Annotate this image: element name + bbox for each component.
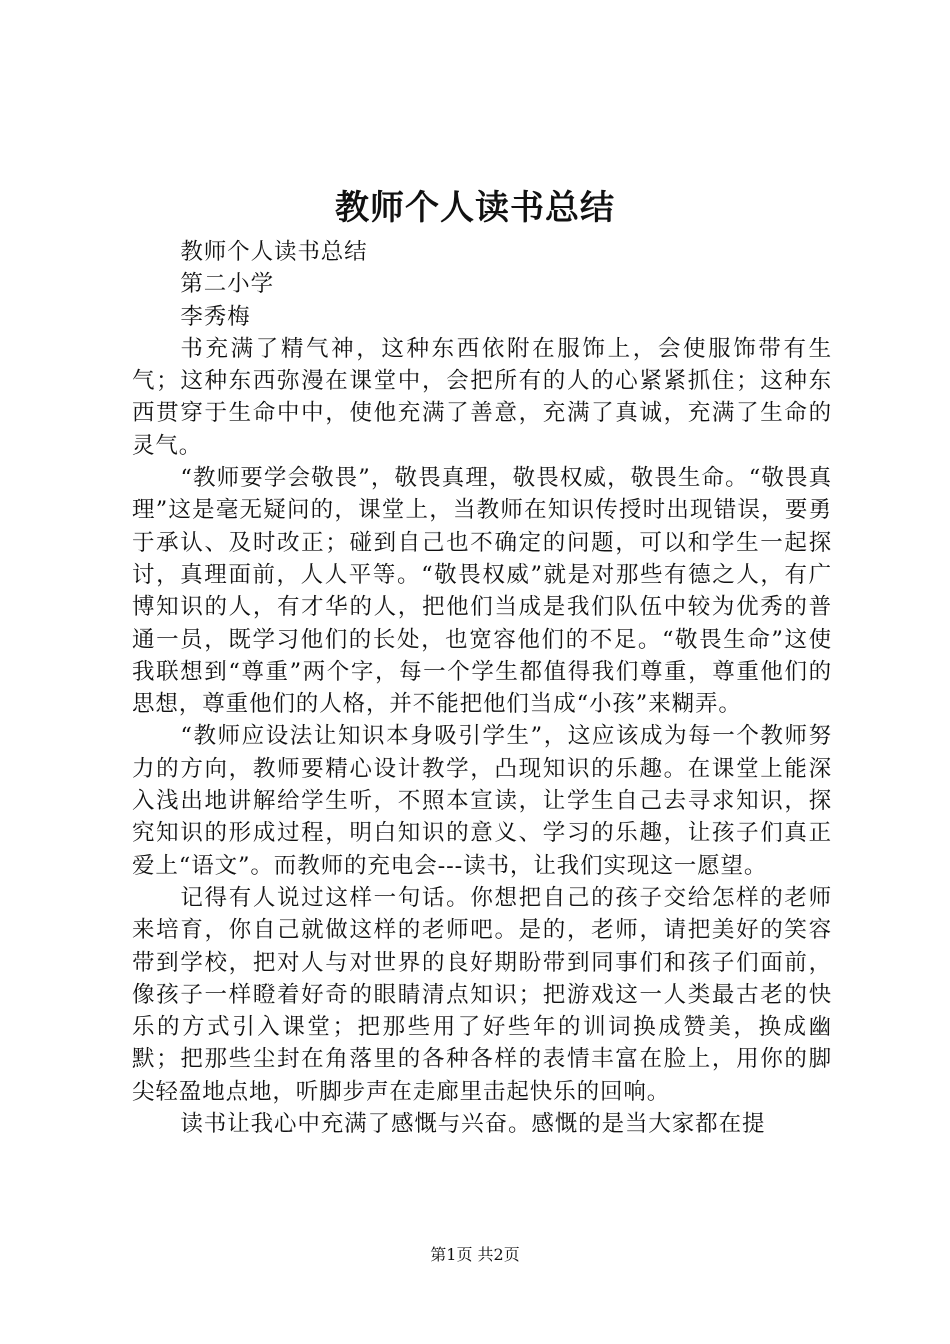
page-number-footer: 第1页 共2页	[430, 1245, 520, 1264]
author-line: 李秀梅	[180, 303, 251, 330]
document-body	[132, 236, 832, 1140]
body-paragraph: 记得有人说过这样一句话。你想把自己的孩子交给怎样的老师来培育，你自己就做这样的老师吧。是的，老师，请把美好的笑容带到学校，把对人与对世界的良好期盼带到同事们和孩子们面前，像孩子一样瞪着好奇的眼睛清点知识；把游戏这一人类最古老的快乐的方式引入课堂；把那些用了好些年的训词换成赞美，换成幽默；把那些尘封在角落里的各种各样的表情丰富在脸上，用你的脚尖轻盈地点地，听脚步声在走廊里击起快乐的回响。	[132, 884, 832, 1105]
body-paragraph: “教师要学会敬畏”，敬畏真理，敬畏权威，敬畏生命。“敬畏真理”这是毫无疑问的，课堂上，当教师在知识传授时出现错误，要勇于承认、及时改正；碰到自己也不确定的问题，可以和学生一起探讨，真理面前，人人平等。“敬畏权威”就是对那些有德之人，有广博知识的人，有才华的人，把他们当成是我们队伍中较为优秀的普通一员，既学习他们的长处，也宽容他们的不足。“敬畏生命”这使我联想到“尊重”两个字，每一个学生都值得我们尊重，尊重他们的思想，尊重他们的人格，并不能把他们当成“小孩”来糊弄。	[132, 465, 832, 718]
body-paragraph: 读书让我心中充满了感慨与兴奋。感慨的是当大家都在提	[180, 1111, 766, 1138]
subtitle-line: 教师个人读书总结	[180, 239, 368, 265]
body-paragraph: “教师应设法让知识本身吸引学生”，这应该成为每一个教师努力的方向，教师要精心设计教学，凸现知识的乐趣。在课堂上能深入浅出地讲解给学生听，不照本宣读，让学生自己去寻求知识，探究知识的形成过程，明白知识的意义、学习的乐趣，让孩子们真正爱上“语文”。而教师的充电会---读书，让我们实现这一愿望。	[132, 723, 832, 879]
document-title: 教师个人读书总结	[335, 188, 615, 228]
school-line: 第二小学	[180, 271, 274, 298]
body-paragraph: 书充满了精气神，这种东西依附在服饰上，会使服饰带有生气；这种东西弥漫在课堂中，会把所有的人的心紧紧抓住；这种东西贯穿于生命中中，使他充满了善意，充满了真诚，充满了生命的灵气。	[132, 335, 832, 459]
